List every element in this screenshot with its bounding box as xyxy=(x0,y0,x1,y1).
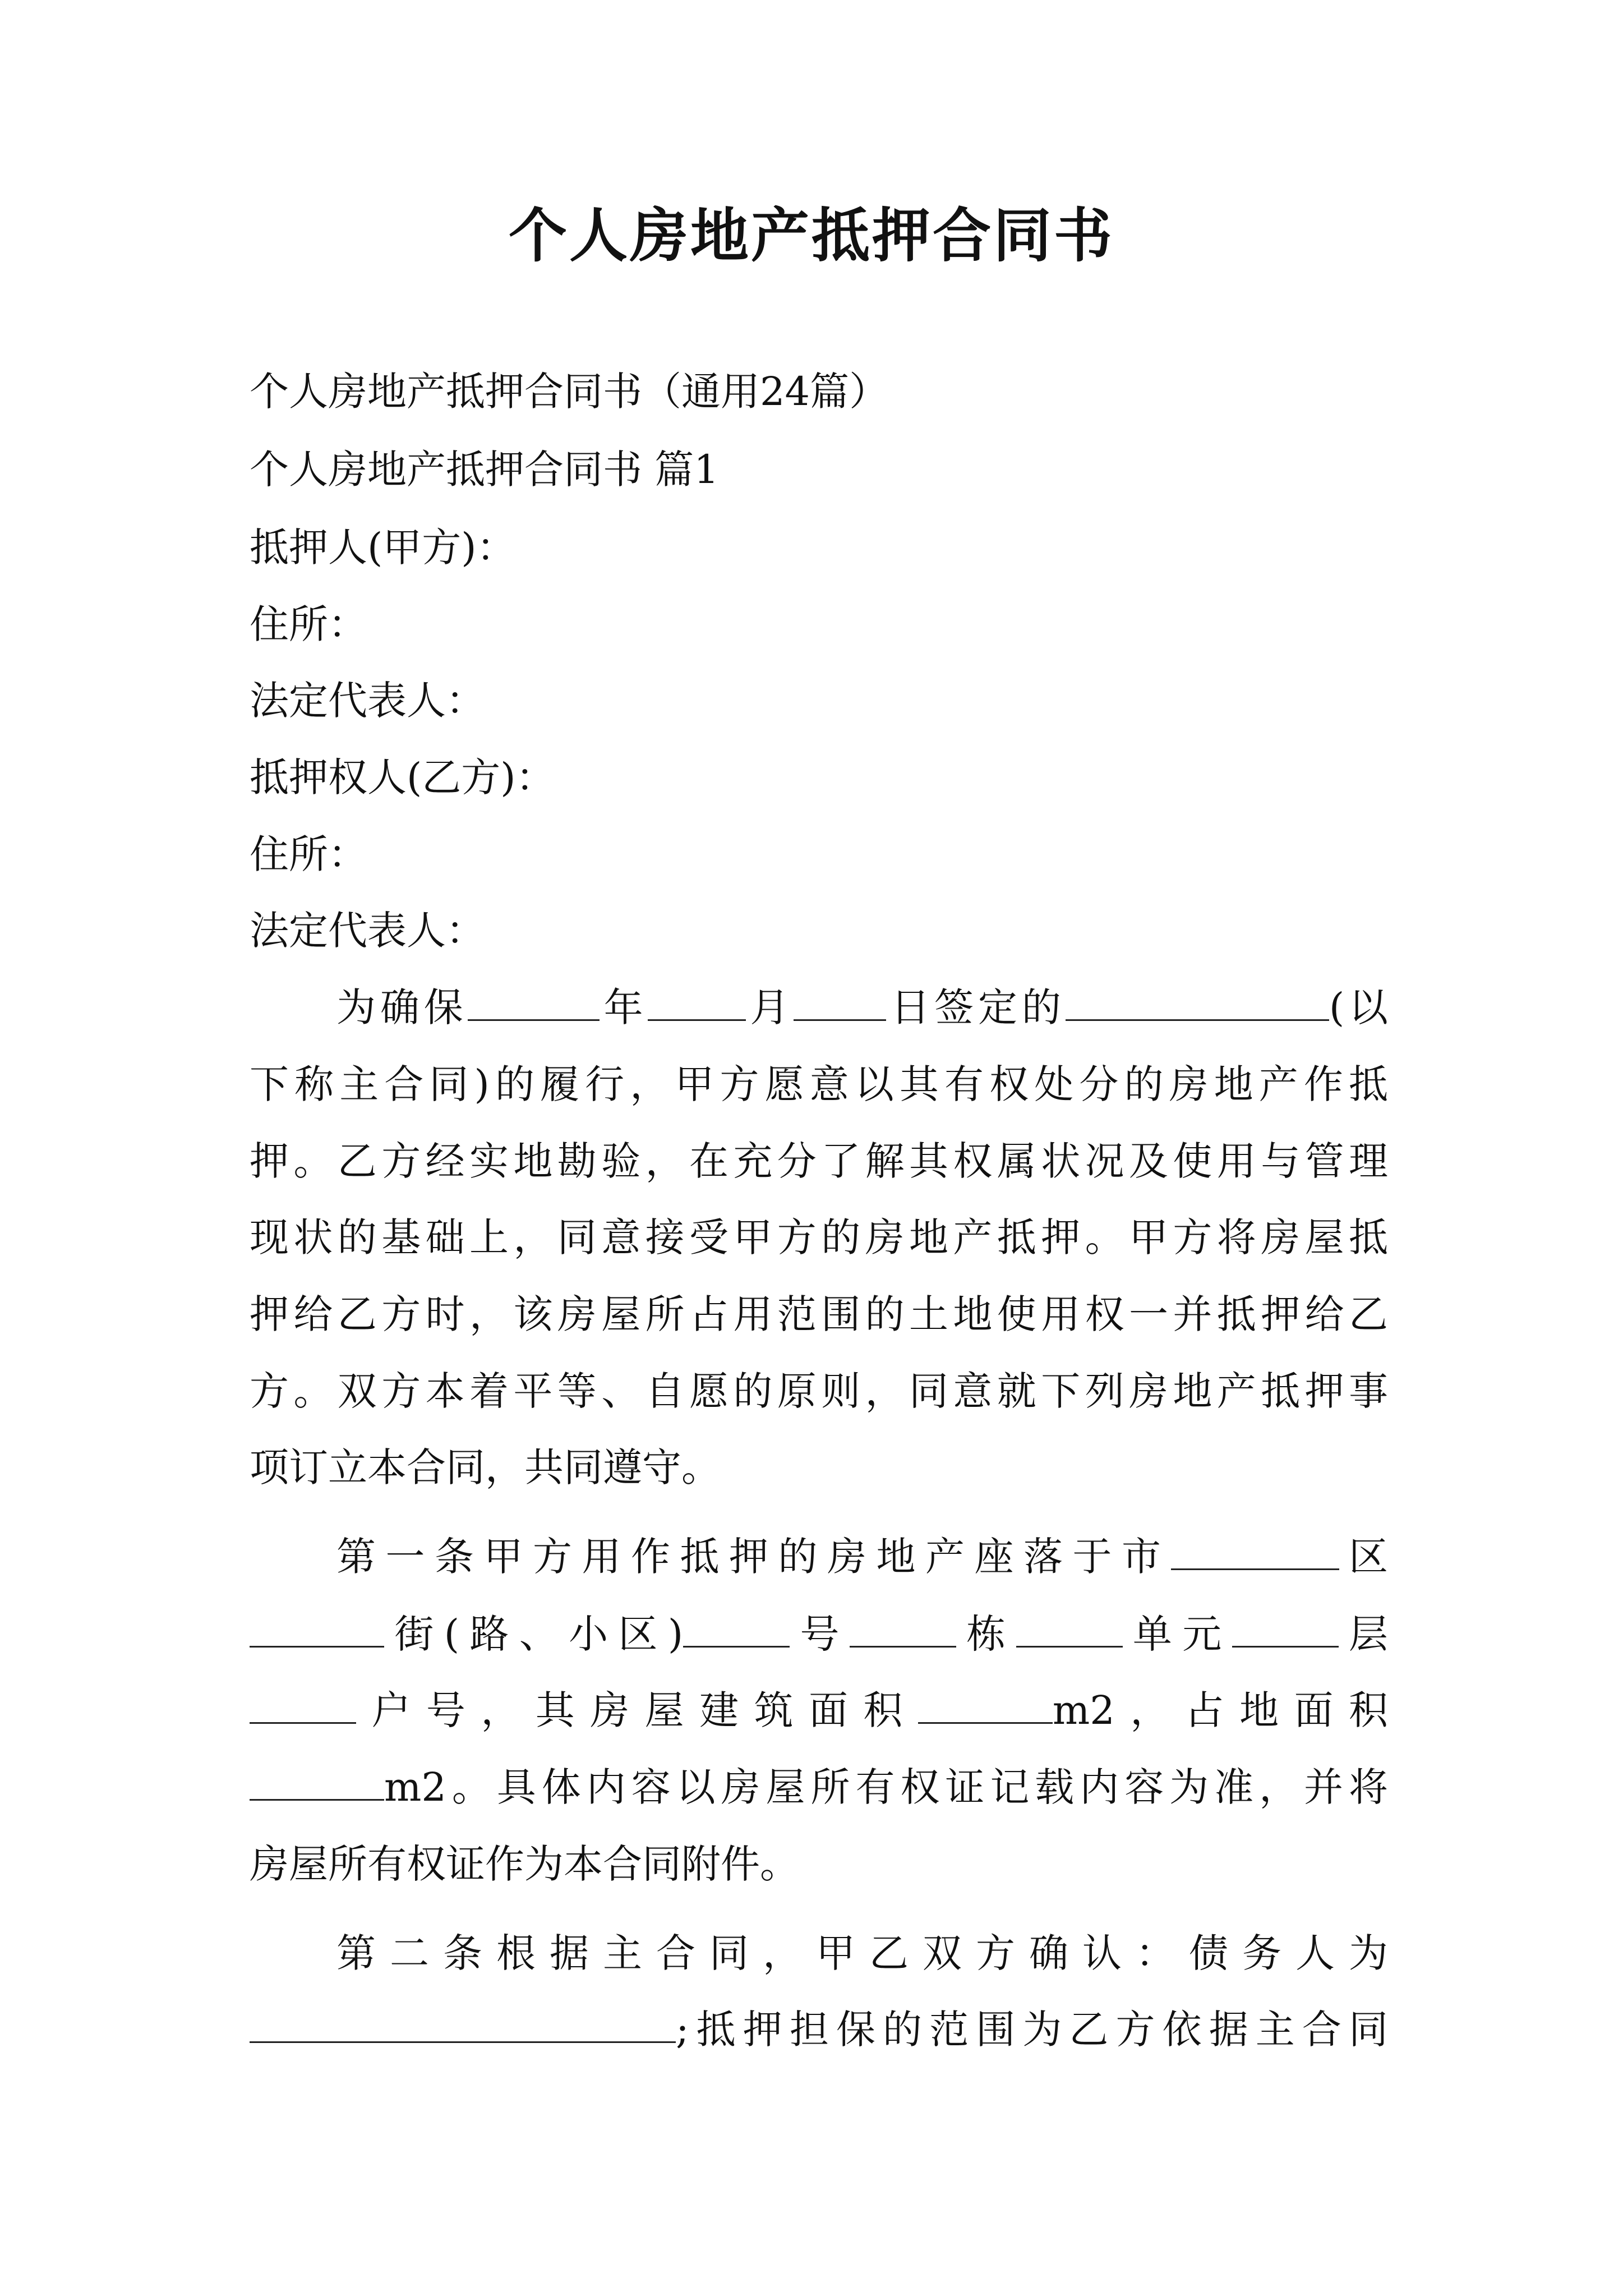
mortgagee-address-label: 住所： xyxy=(250,831,367,877)
article-line xyxy=(250,1682,1388,1738)
fill-blank xyxy=(1016,1607,1123,1648)
paragraph-line: 方。双方本着平等、自愿的原则，同意就下列房地产抵押事 xyxy=(250,1368,1388,1414)
article-text: 号 xyxy=(790,1611,850,1657)
fill-blank xyxy=(850,1607,956,1648)
article-text: 区 xyxy=(1339,1534,1388,1580)
paragraph-line: 现状的基础上，同意接受甲方的房地产抵押。甲方将房屋抵 xyxy=(250,1214,1388,1260)
article-text: 户号，其房屋建筑面积 xyxy=(356,1687,918,1733)
article-line xyxy=(336,1529,1388,1585)
fill-blank xyxy=(250,1683,356,1724)
article-text: 街(路、小区) xyxy=(384,1611,684,1657)
paragraph-line: 项订立本合同，共同遵守。 xyxy=(250,1444,721,1490)
section-heading: 个人房地产抵押合同书 篇1 xyxy=(250,447,719,493)
fill-blank xyxy=(250,1607,384,1648)
fill-blank xyxy=(1171,1529,1339,1570)
article-line xyxy=(250,2001,1388,2058)
fill-blank xyxy=(683,1607,790,1648)
document-title: 个人房地产抵押合同书 xyxy=(508,201,1114,270)
article-text: m2。具体内容以房屋所有权证记载内容为准，并将 xyxy=(384,1764,1388,1810)
article-line xyxy=(250,1606,1388,1662)
mortgagor-address-label: 住所： xyxy=(250,601,367,647)
article-text: 层 xyxy=(1338,1611,1389,1657)
article-text: 第一条甲方用作抵押的房地产座落于市 xyxy=(336,1534,1171,1580)
fill-blank xyxy=(648,980,746,1021)
paragraph-line xyxy=(336,979,1388,1036)
fill-blank xyxy=(250,1760,384,1801)
mortgagor-label: 抵押人(甲方)： xyxy=(250,524,516,570)
paragraph-text: (以 xyxy=(1329,984,1389,1030)
article-text: m2，占地面积 xyxy=(1052,1687,1388,1733)
article-line xyxy=(250,1759,1388,1815)
article-text: 单元 xyxy=(1122,1611,1232,1657)
article-line: 房屋所有权证作为本合同附件。 xyxy=(250,1841,799,1887)
fill-blank xyxy=(250,2002,676,2043)
paragraph-text: 月 xyxy=(745,984,794,1030)
paragraph-line: 下称主合同)的履行，甲方愿意以其有权处分的房地产作抵 xyxy=(250,1061,1388,1107)
article-text: ;抵押担保的范围为乙方依据主合同 xyxy=(676,2007,1388,2053)
fill-blank xyxy=(1232,1607,1339,1648)
article-text: 栋 xyxy=(956,1611,1016,1657)
fill-blank xyxy=(1066,980,1329,1021)
mortgagor-legal-rep-label: 法定代表人： xyxy=(250,678,485,724)
mortgagee-label: 抵押权人(乙方)： xyxy=(250,754,555,800)
mortgagee-legal-rep-label: 法定代表人： xyxy=(250,908,485,954)
paragraph-text: 为确保 xyxy=(336,984,468,1030)
fill-blank xyxy=(468,980,600,1021)
paragraph-line: 押给乙方时，该房屋所占用范围的土地使用权一并抵押给乙 xyxy=(250,1291,1388,1337)
article-line: 第二条根据主合同，甲乙双方确认：债务人为 xyxy=(336,1930,1388,1976)
fill-blank xyxy=(794,980,886,1021)
subtitle-line: 个人房地产抵押合同书（通用24篇） xyxy=(250,369,889,415)
fill-blank xyxy=(918,1683,1053,1724)
paragraph-text: 日签定的 xyxy=(886,984,1066,1030)
paragraph-text: 年 xyxy=(599,984,648,1030)
paragraph-line: 押。乙方经实地勘验，在充分了解其权属状况及使用与管理 xyxy=(250,1138,1388,1184)
